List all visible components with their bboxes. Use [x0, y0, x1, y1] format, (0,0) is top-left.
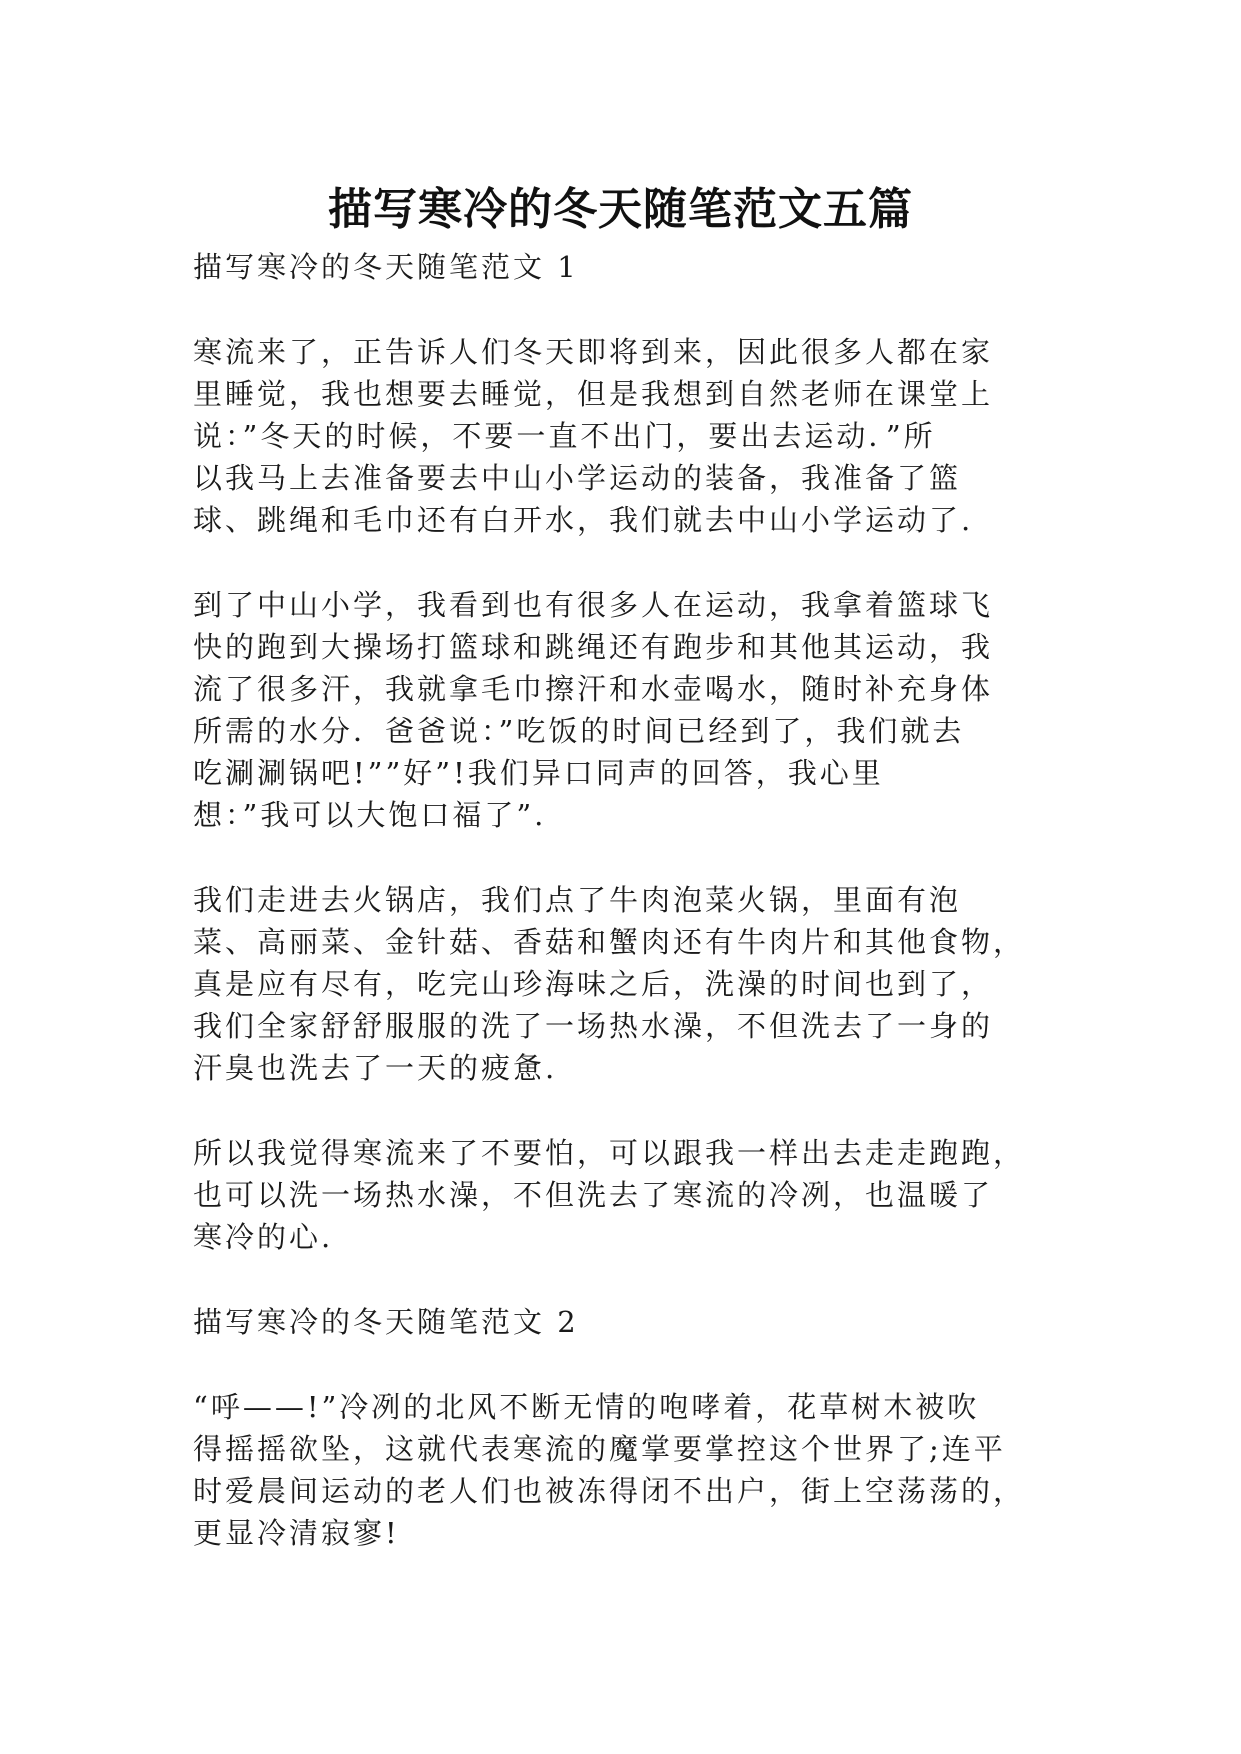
paragraph-line: 里睡觉，我也想要去睡觉，但是我想到自然老师在课堂上	[193, 377, 994, 411]
paragraph-line: 到了中山小学，我看到也有很多人在运动，我拿着篮球飞	[193, 588, 994, 622]
paragraph-gap	[193, 836, 1043, 879]
document-title: 描写寒冷的冬天随笔范文五篇	[328, 184, 913, 235]
paragraph-line: 更显冷清寂寥!	[193, 1516, 400, 1550]
paragraph-line: 得摇摇欲坠，这就代表寒流的魔掌要掌控这个世界了;连平	[193, 1432, 1006, 1466]
paragraph-5	[193, 1386, 1043, 1554]
paragraph-gap	[193, 1258, 1043, 1301]
paragraph-line: 我们走进去火锅店，我们点了牛肉泡菜火锅，里面有泡	[193, 883, 962, 917]
document-body	[193, 246, 1043, 1554]
paragraph-line: 想：”我可以大饱口福了”.	[193, 798, 547, 832]
paragraph-line: “呼——!”冷冽的北风不断无情的咆哮着，花草树木被吹	[193, 1390, 980, 1424]
paragraph-gap	[193, 288, 1043, 331]
paragraph-line: 所需的水分．爸爸说：”吃饭的时间已经到了，我们就去	[193, 714, 965, 748]
paragraph-line: 说：”冬天的时候，不要一直不出门，要出去运动．”所	[193, 419, 936, 453]
paragraph-line: 菜、高丽菜、金针菇、香菇和蟹肉还有牛肉片和其他食物，	[193, 925, 1026, 959]
paragraph-line: 快的跑到大操场打篮球和跳绳还有跑步和其他其运动，我	[193, 630, 994, 664]
paragraph-gap	[193, 1343, 1043, 1386]
section-heading-1: 描写寒冷的冬天随笔范文 1	[193, 250, 579, 284]
paragraph-3	[193, 879, 1043, 1089]
paragraph-2	[193, 584, 1043, 836]
paragraph-line: 流了很多汗，我就拿毛巾擦汗和水壶喝水，随时补充身体	[193, 672, 994, 706]
paragraph-line: 吃涮涮锅吧!””好”!我们异口同声的回答，我心里	[193, 756, 884, 790]
paragraph-line: 球、跳绳和毛巾还有白开水，我们就去中山小学运动了.	[193, 503, 974, 537]
paragraph-line: 真是应有尽有，吃完山珍海味之后，洗澡的时间也到了，	[193, 967, 994, 1001]
paragraph-line: 我们全家舒舒服服的洗了一场热水澡，不但洗去了一身的	[193, 1009, 994, 1043]
paragraph-gap	[193, 541, 1043, 584]
paragraph-4	[193, 1132, 1043, 1258]
paragraph-line: 时爱晨间运动的老人们也被冻得闭不出户，街上空荡荡的，	[193, 1474, 1026, 1508]
paragraph-line: 也可以洗一场热水澡，不但洗去了寒流的冷冽，也温暖了	[193, 1178, 994, 1212]
paragraph-line: 寒流来了，正告诉人们冬天即将到来，因此很多人都在家	[193, 335, 994, 369]
paragraph-1	[193, 331, 1043, 541]
paragraph-line: 汗臭也洗去了一天的疲惫.	[193, 1051, 558, 1085]
paragraph-line: 以我马上去准备要去中山小学运动的装备，我准备了篮	[193, 461, 962, 495]
section-heading-2: 描写寒冷的冬天随笔范文 2	[193, 1305, 579, 1339]
paragraph-gap	[193, 1089, 1043, 1132]
paragraph-line: 所以我觉得寒流来了不要怕，可以跟我一样出去走走跑跑，	[193, 1136, 1026, 1170]
paragraph-line: 寒冷的心.	[193, 1220, 334, 1254]
